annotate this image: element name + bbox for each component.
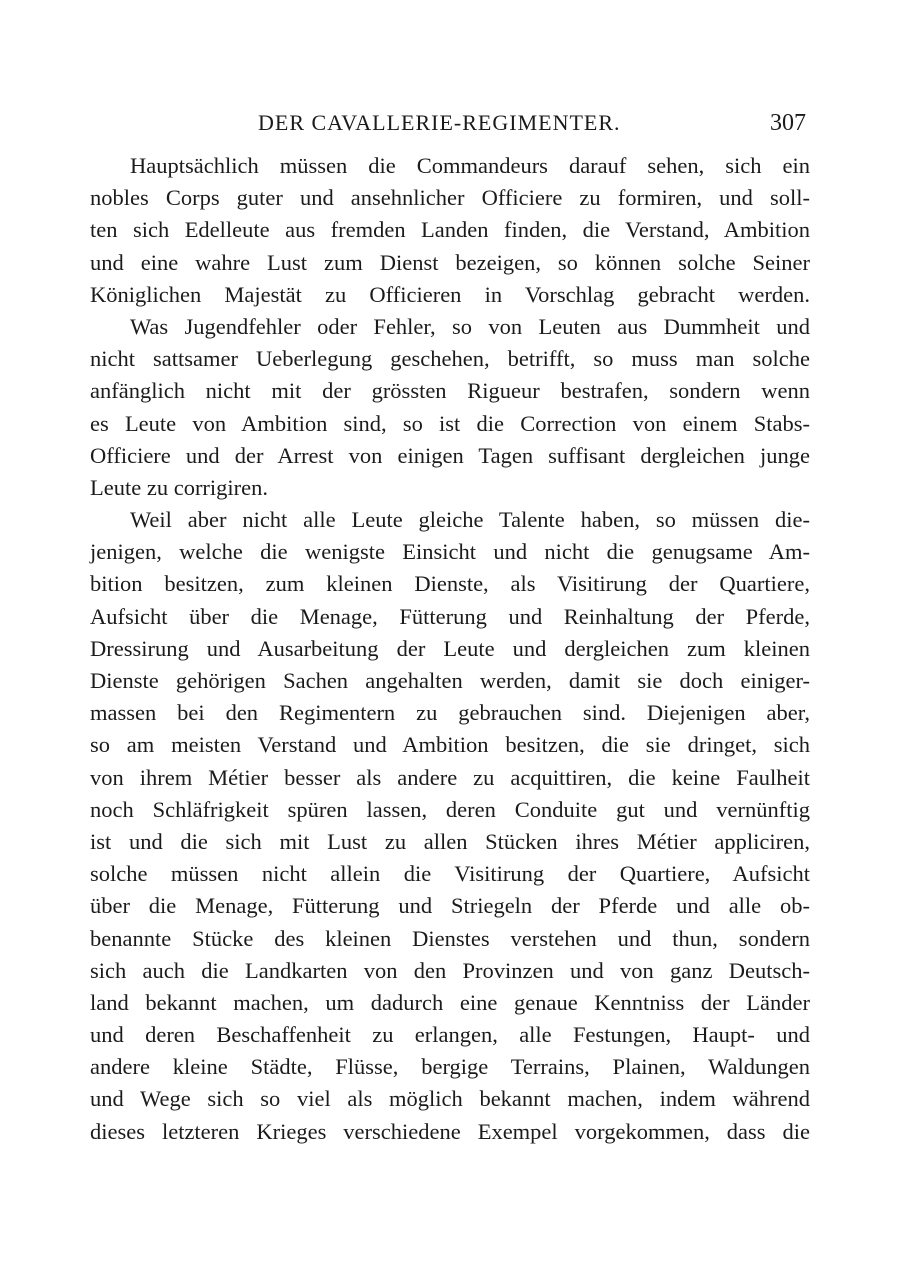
text-line: solche müssen nicht allein die Visitirung der Quartiere, Aufsicht: [90, 861, 810, 887]
body-text: [90, 150, 810, 1148]
paragraph: [90, 311, 810, 504]
text-line: Aufsicht über die Menage, Fütterung und Reinhaltung der Pferde,: [90, 603, 810, 629]
text-line: ist und die sich mit Lust zu allen Stücken ihres Métier appliciren,: [90, 828, 810, 854]
text-line: Officiere und der Arrest von einigen Tagen suffisant dergleichen junge: [90, 442, 810, 468]
text-line: anfänglich nicht mit der grössten Rigueur bestrafen, sondern wenn: [90, 378, 810, 404]
text-line: noch Schläfrigkeit spüren lassen, deren Conduite gut und vernünftig: [90, 796, 810, 822]
text-line: Weil aber nicht alle Leute gleiche Talente haben, so müssen die-: [130, 507, 810, 533]
text-line: Leute zu corrigiren.: [90, 474, 269, 500]
text-line: Was Jugendfehler oder Fehler, so von Leuten aus Dummheit und: [130, 313, 810, 339]
text-line: es Leute von Ambition sind, so ist die Correction von einem Stabs-: [90, 410, 810, 436]
text-line: von ihrem Métier besser als andere zu acquittiren, die keine Faulheit: [90, 764, 810, 790]
text-line: Dressirung und Ausarbeitung der Leute und dergleichen zum kleinen: [90, 635, 810, 661]
text-line: und deren Beschaffenheit zu erlangen, alle Festungen, Haupt- und: [90, 1022, 810, 1048]
text-line: land bekannt machen, um dadurch eine genaue Kenntniss der Länder: [90, 989, 810, 1015]
text-line: bition besitzen, zum kleinen Dienste, als Visitirung der Quartiere,: [90, 571, 810, 597]
page-number: 307: [770, 110, 806, 136]
text-line: ten sich Edelleute aus fremden Landen finden, die Verstand, Ambition: [90, 217, 810, 243]
paragraph: [90, 150, 810, 311]
text-line: und Wege sich so viel als möglich bekannt machen, indem während: [90, 1086, 810, 1112]
chapter-title: DER CAVALLERIE-REGIMENTER.: [258, 110, 621, 135]
paragraph: [90, 504, 810, 1148]
text-line: sich auch die Landkarten von den Provinzen und von ganz Deutsch-: [90, 957, 810, 983]
text-line: nicht sattsamer Ueberlegung geschehen, betrifft, so muss man solche: [90, 346, 810, 372]
text-line: und eine wahre Lust zum Dienst bezeigen, so können solche Seiner: [90, 249, 810, 275]
running-head: [0, 110, 900, 144]
text-line: so am meisten Verstand und Ambition besitzen, die sie dringet, sich: [90, 732, 810, 758]
text-line: Dienste gehörigen Sachen angehalten werden, damit sie doch einiger-: [90, 668, 810, 693]
text-line: Hauptsächlich müssen die Commandeurs darauf sehen, sich ein: [130, 153, 810, 178]
text-line: andere kleine Städte, Flüsse, bergige Terrains, Plainen, Waldungen: [90, 1054, 810, 1080]
text-line: jenigen, welche die wenigste Einsicht und nicht die genugsame Am-: [90, 539, 810, 565]
text-line: benannte Stücke des kleinen Dienstes verstehen und thun, sondern: [90, 925, 810, 951]
text-line: nobles Corps guter und ansehnlicher Officiere zu formiren, und soll-: [90, 185, 810, 211]
text-line: über die Menage, Fütterung und Striegeln der Pferde und alle ob-: [90, 893, 810, 919]
text-line: Königlichen Majestät zu Officieren in Vorschlag gebracht werden.: [90, 281, 810, 307]
text-line: massen bei den Regimentern zu gebrauchen sind. Diejenigen aber,: [90, 700, 810, 726]
text-line: dieses letzteren Krieges verschiedene Exempel vorgekommen, dass die: [90, 1118, 810, 1144]
